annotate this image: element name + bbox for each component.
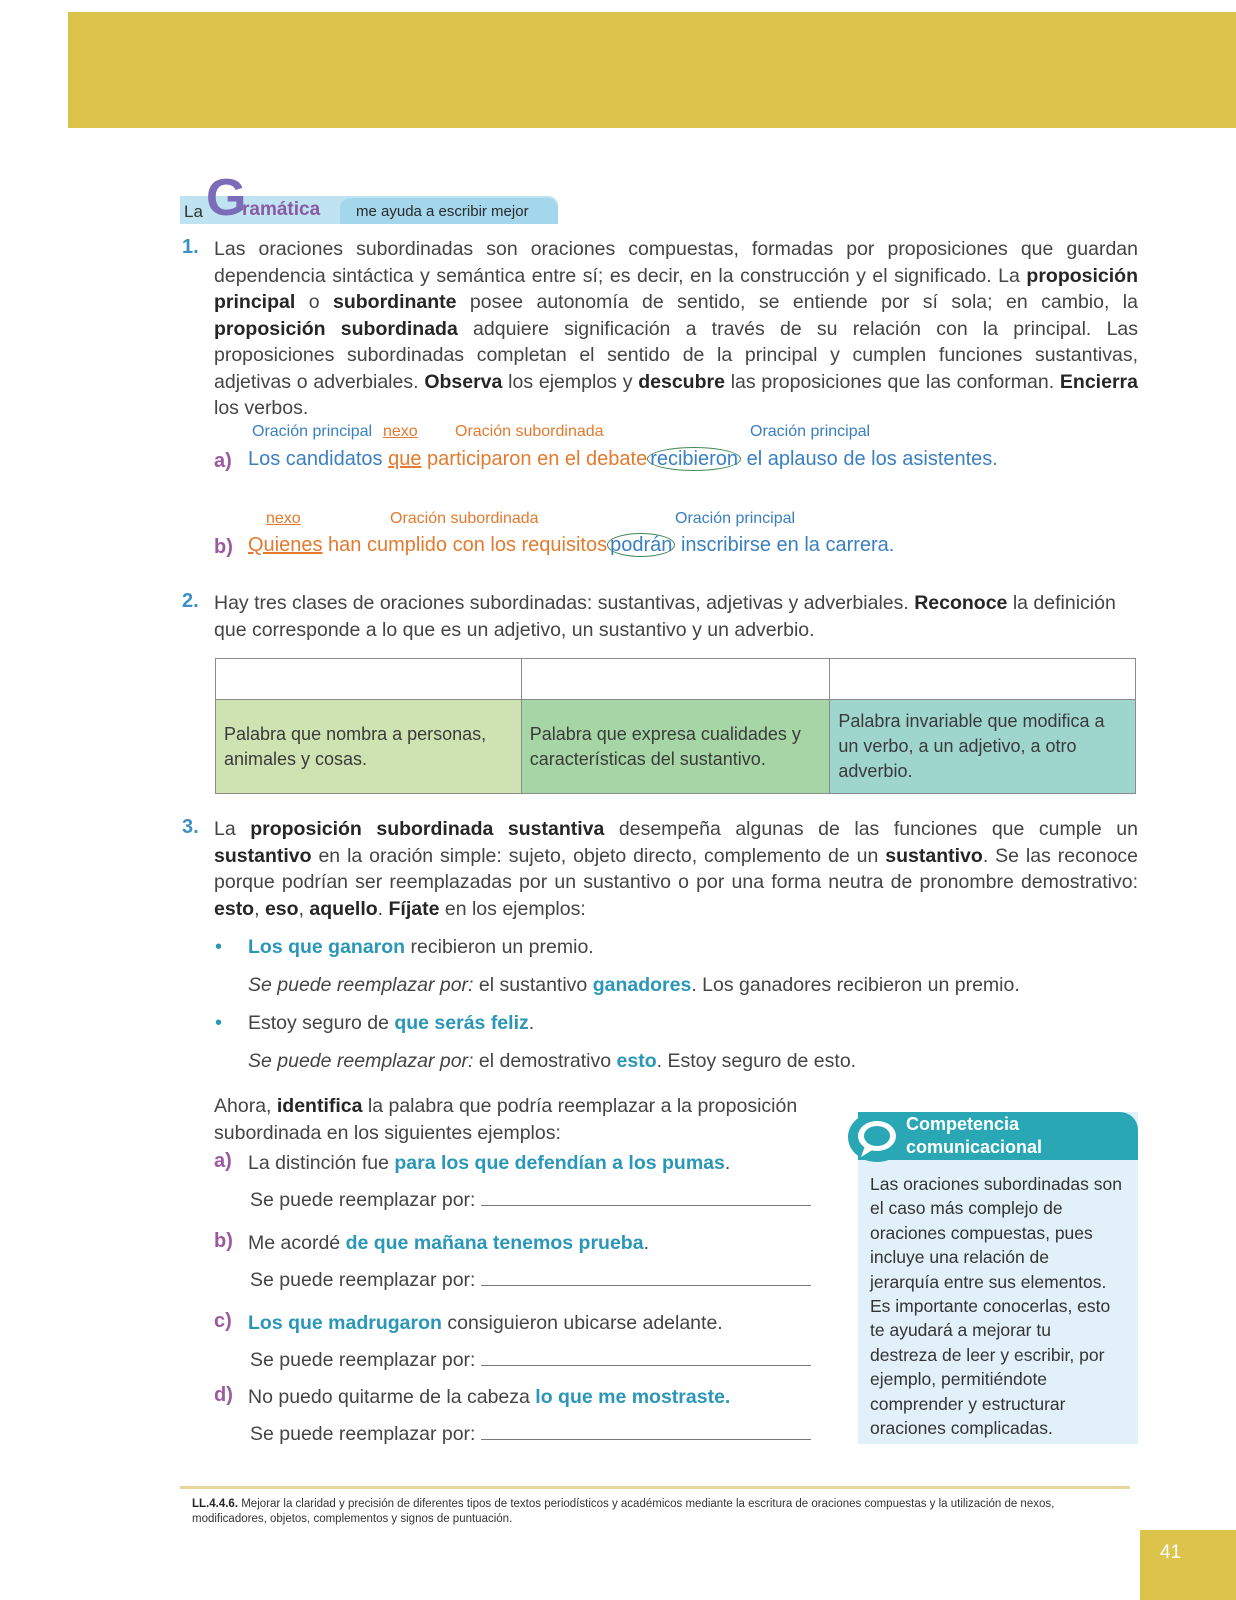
item-b-answer (250, 1267, 811, 1294)
s1-bold-2: subordinante (332, 291, 457, 313)
s1-text-4: adquiere significación a través de su relación con la principal. Las proposiciones subordinadas completan el sentido de la principal y cumplen funciones sustantivas, adjetivas o adverbiales. (214, 317, 1139, 393)
note1-italic: Se puede reemplazar por: (248, 974, 474, 996)
s3-bold-6: aquello (309, 897, 378, 920)
answer-cell-1[interactable] (216, 659, 522, 700)
footer-divider (180, 1486, 1130, 1489)
intro-text-1: Ahora, (214, 1095, 277, 1117)
section1-number: 1. (182, 236, 199, 258)
footer-curriculum-note (192, 1497, 1132, 1527)
s1-text-3: posee autonomía de sentido, se entiende por sí sola; en cambio, la (456, 291, 1138, 313)
header-ramatica: ramática (242, 199, 321, 220)
note2-text-1: el demostrativo (473, 1050, 617, 1072)
page-number: 41 (1160, 1542, 1182, 1563)
bullet-note-2 (248, 1048, 856, 1075)
example-a-labels (250, 423, 1150, 445)
answer-cell-3[interactable] (830, 659, 1136, 700)
note2-text-2: . Estoy seguro de esto. (656, 1050, 857, 1072)
replace-label: Se puede reemplazar por: (250, 1349, 476, 1371)
item-c-highlight: Los que madrugaron (248, 1312, 442, 1334)
s1-bold-1: proposición principal (214, 264, 1138, 313)
s3-bold-4: esto (214, 897, 255, 920)
intro-bold: identifica (276, 1095, 363, 1117)
item-b-text-2: . (643, 1232, 649, 1254)
s3-bold-3: sustantivo (885, 844, 983, 867)
bullet1-text: recibieron un premio. (405, 936, 594, 958)
item-d-answer (250, 1421, 811, 1448)
example-b-sentence (248, 534, 894, 557)
s3-bold-1: proposición subordinada sustantiva (250, 818, 605, 840)
s2-text-2: la definición que corresponde a lo que es un adjetivo, un sustantivo y un adverbio. (214, 592, 1116, 641)
definition-cell-2: Palabra que expresa cualidades y características del sustantivo. (521, 700, 830, 794)
example-b-nexo: Quienes (248, 534, 323, 556)
header-band (68, 12, 1236, 128)
s3-text-7: . (377, 897, 389, 920)
item-d-letter: d) (214, 1384, 233, 1406)
example-a-letter: a) (214, 450, 232, 472)
header-g-letter: G (206, 169, 247, 227)
item-d-sentence (248, 1384, 730, 1411)
note2-italic: Se puede reemplazar por: (248, 1050, 474, 1072)
bullet-dot-icon: • (215, 1012, 223, 1034)
item-a-letter: a) (214, 1150, 232, 1172)
definition-cell-1: Palabra que nombra a personas, animales y cosas. (216, 700, 522, 794)
s1-text-5: los ejemplos y (502, 370, 639, 393)
section1-paragraph (214, 236, 1138, 422)
speech-bubble-icon (848, 1112, 906, 1162)
s3-bold-5: eso (264, 897, 299, 920)
intro-text-2: la palabra que podría reemplazar a la proposición subordinada en los siguientes ejemplos: (214, 1095, 798, 1144)
item-a-highlight: para los que defendían a los pumas (394, 1152, 725, 1174)
header-subtitle: me ayuda a escribir mejor (356, 203, 529, 220)
label-subordinada: Oración subordinada (390, 510, 539, 527)
definitions-row (216, 700, 1136, 794)
example-a-subordinate: participaron en el debate (421, 448, 648, 470)
s3-text-8: en los ejemplos: (439, 897, 586, 920)
example-b-labels (250, 510, 1150, 532)
answer-line[interactable] (481, 1438, 811, 1440)
s3-bold-7: Fíjate (388, 897, 440, 920)
s3-text-5: , (254, 897, 265, 920)
label-nexo: nexo (266, 510, 301, 527)
item-c-sentence (248, 1310, 723, 1337)
note1-highlight: ganadores (592, 974, 692, 996)
example-a-text-1: Los candidatos (248, 448, 389, 470)
bullet2-text-2: . (528, 1012, 535, 1034)
example-a-nexo: que (388, 448, 422, 470)
example-b-letter: b) (214, 536, 233, 558)
section3-number: 3. (182, 816, 199, 838)
footer-text: Mejorar la claridad y precisión de diferentes tipos de textos periodísticos y académicos mediante la escritura de oraciones compuestas y la utilización de nexos, modificadores, objetos, complementos y signos de puntuación. (192, 1498, 1055, 1525)
item-c-letter: c) (214, 1310, 232, 1332)
section-header (180, 169, 558, 227)
competencia-title-1: Competencia (906, 1114, 1020, 1134)
s1-text-6: las proposiciones que las conforman. (724, 370, 1060, 393)
item-b-text-1: Me acordé (248, 1232, 346, 1254)
header-la: La (184, 202, 203, 221)
example-b-verb-circled: podrán (607, 533, 675, 557)
page-number-box (1140, 1530, 1236, 1600)
item-d-text-1: No puedo quitarme de la cabeza (248, 1386, 536, 1408)
item-b-letter: b) (214, 1230, 233, 1252)
exercise-intro (214, 1093, 814, 1146)
note1-text-1: el sustantivo (473, 974, 593, 996)
replace-label: Se puede reemplazar por: (250, 1423, 476, 1445)
item-b-sentence (248, 1230, 649, 1257)
item-a-text-1: La distinción fue (248, 1152, 395, 1174)
example-b-text-2: inscribirse en la carrera. (675, 534, 895, 556)
example-a-text-2: el aplauso de los asistentes. (741, 448, 998, 470)
section2-number: 2. (182, 590, 199, 612)
replace-label: Se puede reemplazar por: (250, 1269, 476, 1291)
label-principal-2: Oración principal (750, 423, 871, 440)
s1-bold-3: proposición subordinada (214, 317, 458, 340)
item-d-highlight: lo que me mostraste. (535, 1386, 731, 1408)
example-a-sentence (248, 448, 998, 471)
s3-bold-2: sustantivo (214, 844, 312, 867)
item-a-answer (250, 1187, 811, 1214)
s3-text-3: en la oración simple: sujeto, objeto directo, complemento de un (311, 844, 886, 867)
s1-text-7: los verbos. (214, 397, 309, 419)
item-c-text-2: consiguieron ubicarse adelante. (441, 1312, 723, 1334)
s3-text-4: . Se las reconoce porque podrían ser reemplazadas por un sustantivo o por una forma neutra de pronombre demostrativo: (214, 844, 1139, 893)
label-principal: Oración principal (252, 423, 373, 440)
item-b-highlight: de que mañana tenemos prueba (345, 1232, 644, 1254)
bullet-dot-icon: • (215, 936, 223, 958)
note1-text-2: . Los ganadores recibieron un premio. (691, 974, 1020, 996)
bullet1-highlight: Los que ganaron (248, 936, 406, 958)
s1-bold-6: Encierra (1059, 370, 1138, 393)
s1-text-2: o (295, 291, 333, 313)
bullet2-text-1: Estoy seguro de (248, 1012, 395, 1034)
definitions-table (215, 658, 1136, 794)
competencia-body: Las oraciones subordinadas son el caso más complejo de oraciones compuestas, pues incluye una relación de jerarquía entre sus elementos. Es importante conocerlas, esto te ayudará a mejorar tu destreza de leer y escribir, por ejemplo, permitiéndote comprender y estructurar oraciones complicadas. (870, 1174, 1122, 1439)
note2-highlight: esto (616, 1050, 657, 1072)
s3-text-2: desempeña algunas de las funciones que cumple un (604, 818, 1138, 840)
section3-paragraph (214, 816, 1138, 922)
s1-text-1: Las oraciones subordinadas son oraciones compuestas, formadas por proposiciones que guardan dependencia sintáctica y semántica entre sí; es decir, en la construcción y el significado. La (214, 238, 1138, 287)
answer-row (216, 659, 1136, 700)
answer-cell-2[interactable] (521, 659, 830, 700)
s1-bold-5: descubre (638, 370, 725, 393)
definition-cell-3: Palabra invariable que modifica a un verbo, a un adjetivo, a otro adverbio. (830, 700, 1136, 794)
answer-line[interactable] (481, 1364, 811, 1366)
item-c-answer (250, 1347, 811, 1374)
label-subordinada: Oración subordinada (455, 423, 604, 440)
bullet-example-1 (248, 934, 594, 961)
section2-paragraph (214, 590, 1138, 643)
item-a-text-2: . (724, 1152, 731, 1174)
bullet2-highlight: que serás feliz (394, 1012, 529, 1034)
s1-bold-4: Observa (424, 370, 503, 393)
s3-text-6: , (298, 897, 310, 920)
replace-label: Se puede reemplazar por: (250, 1189, 476, 1211)
example-a-verb-circled: recibieron (647, 447, 741, 471)
footer-code: LL.4.4.6. (192, 1498, 239, 1510)
example-b-subordinate: han cumplido con los requisitos (322, 534, 608, 556)
answer-line[interactable] (481, 1204, 811, 1206)
bullet-example-2 (248, 1010, 534, 1037)
s2-text-1: Hay tres clases de oraciones subordinadas: sustantivas, adjetivas y adverbiales. (214, 592, 915, 614)
label-nexo: nexo (383, 423, 418, 440)
s2-bold-1: Reconoce (914, 592, 1008, 614)
s3-text-1: La (214, 818, 251, 840)
item-a-sentence (248, 1150, 730, 1177)
answer-line[interactable] (481, 1284, 811, 1286)
label-principal: Oración principal (675, 510, 796, 527)
bullet-note-1 (248, 972, 1020, 999)
competencia-title-2: comunicacional (906, 1137, 1043, 1157)
